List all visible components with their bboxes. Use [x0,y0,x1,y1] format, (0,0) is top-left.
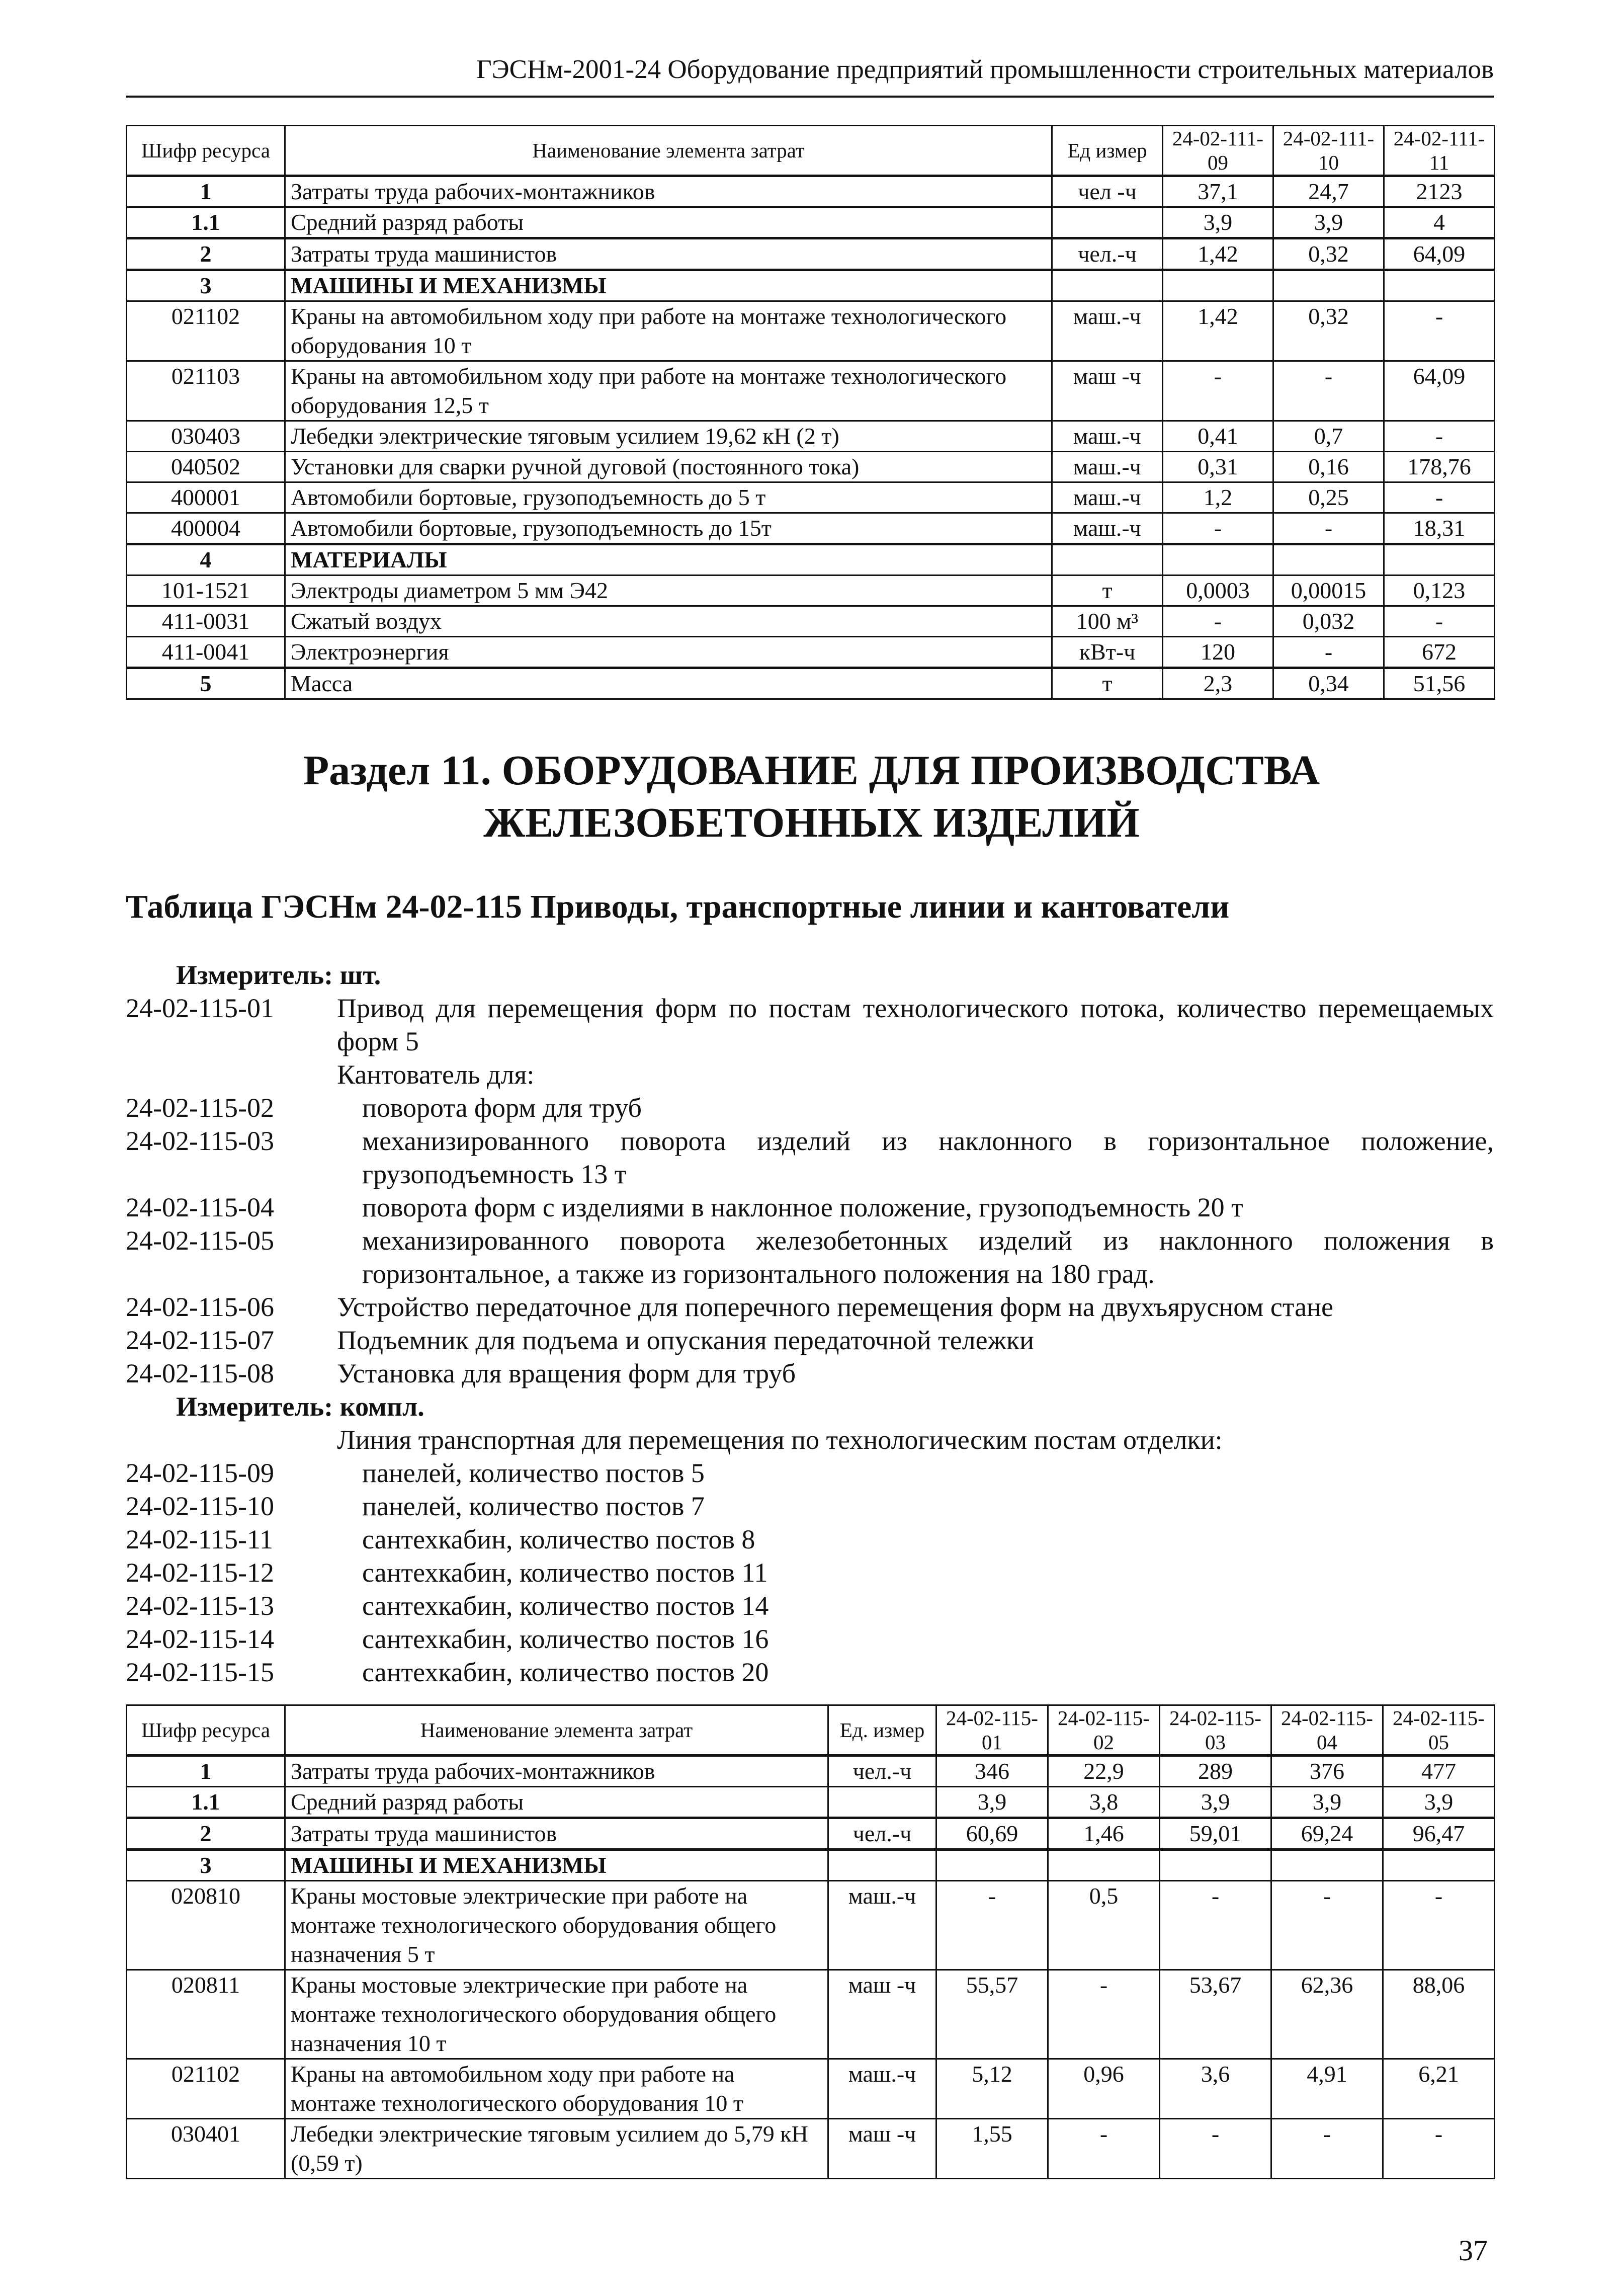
resource-code-cell: 1 [127,176,285,207]
value-cell: маш.-ч [828,1881,936,1970]
list-item [126,1191,1494,1224]
item-text: механизированного поворота изделий из наклонного в горизонтальное положение, грузоподъемность 13 т [362,1126,1494,1189]
value-cell: - [1384,482,1495,513]
resource-code-cell: 1.1 [127,1787,285,1818]
resource-code-cell: 030403 [127,421,285,452]
value-cell [1384,270,1495,301]
item-text: панелей, количество постов 7 [362,1491,705,1521]
value-cell: 60,69 [936,1818,1048,1850]
resource-name-cell: Электроэнергия [285,637,1052,668]
value-cell: - [1048,1970,1160,2059]
table-row [127,176,1495,207]
value-cell: 55,57 [936,1970,1048,2059]
table-title: Таблица ГЭСНм 24-02-115 Приводы, транспортные линии и кантователи [126,888,1230,925]
running-header: ГЭСНм-2001-24 Оборудование предприятий промышленности строительных материалов [476,55,1494,84]
value-cell: - [1384,301,1495,361]
list-item [126,1523,1494,1556]
resource-code-cell: 3 [127,1850,285,1881]
table-row [127,637,1495,668]
value-cell: т [1052,576,1163,606]
value-cell: маш.-ч [1052,482,1163,513]
resource-name-cell: Автомобили бортовые, грузоподъемность до 15т [285,513,1052,544]
value-cell: 1,42 [1163,301,1273,361]
column-header: 24-02-115-03 [1160,1705,1271,1756]
value-cell: 5,12 [936,2059,1048,2119]
value-cell: 0,00015 [1273,576,1384,606]
value-cell: 0,0003 [1163,576,1273,606]
value-cell: 64,09 [1384,238,1495,270]
item-code: 24-02-115-08 [126,1358,274,1388]
resource-name-cell: Электроды диаметром 5 мм Э42 [285,576,1052,606]
item-code: 24-02-115-02 [126,1093,274,1123]
value-cell: 1,2 [1163,482,1273,513]
resource-code-cell: 020811 [127,1970,285,2059]
item-code: 24-02-115-01 [126,993,274,1023]
resource-table-115 [126,1704,1495,2179]
column-header: 24-02-115-02 [1048,1705,1160,1756]
resource-code-cell: 1 [127,1756,285,1787]
table-header-row [127,126,1495,176]
value-cell: 2123 [1384,176,1495,207]
value-cell: - [1163,361,1273,421]
table-row [127,606,1495,637]
value-cell: 3,6 [1160,2059,1271,2119]
item-text: сантехкабин, количество постов 14 [362,1591,769,1621]
value-cell: 59,01 [1160,1818,1271,1850]
list-item [126,1622,1494,1656]
list-item [126,1091,1494,1124]
value-cell: 0,25 [1273,482,1384,513]
table-row [127,207,1495,238]
value-cell: 477 [1383,1756,1495,1787]
value-cell: - [1384,606,1495,637]
table-row [127,361,1495,421]
item-text: Установка для вращения форм для труб [337,1358,796,1388]
value-cell: - [1273,361,1384,421]
value-cell: 120 [1163,637,1273,668]
value-cell: 0,032 [1273,606,1384,637]
value-cell: чел.-ч [828,1818,936,1850]
measure-value: шт. [339,960,381,990]
value-cell: 3,9 [1160,1787,1271,1818]
resource-name-cell: Краны мостовые электрические при работе на монтаже технологического оборудования общего назначения 10 т [285,1970,828,2059]
resource-code-cell: 2 [127,238,285,270]
list-item [126,1324,1494,1357]
item-text: сантехкабин, количество постов 20 [362,1657,769,1687]
value-cell: 289 [1160,1756,1271,1787]
value-cell: маш.-ч [1052,301,1163,361]
resource-name-cell: Сжатый воздух [285,606,1052,637]
value-cell: т [1052,668,1163,699]
item-code: 24-02-115-12 [126,1557,274,1588]
item-text: Линия транспортная для перемещения по технологическим постам отделки: [337,1425,1223,1455]
item-code: 24-02-115-14 [126,1624,274,1654]
resource-name-cell: МАШИНЫ И МЕХАНИЗМЫ [285,270,1052,301]
value-cell: 3,9 [1383,1787,1495,1818]
resource-name-cell: Затраты труда машинистов [285,238,1052,270]
table-row [127,452,1495,482]
value-cell: 178,76 [1384,452,1495,482]
list-item [126,1224,1494,1290]
resource-name-cell: Краны на автомобильном ходу при работе на монтаже технологического оборудования 10 т [285,301,1052,361]
value-cell: 69,24 [1271,1818,1383,1850]
table-row [127,482,1495,513]
resource-name-cell: Краны мостовые электрические при работе на монтаже технологического оборудования общего назначения 5 т [285,1881,828,1970]
item-text: Подъемник для подъема и опускания передаточной тележки [337,1325,1035,1355]
resource-code-cell: 400004 [127,513,285,544]
value-cell [1052,544,1163,576]
resource-name-cell: Лебедки электрические тяговым усилием 19,62 кН (2 т) [285,421,1052,452]
value-cell: 6,21 [1383,2059,1495,2119]
item-text: сантехкабин, количество постов 16 [362,1624,769,1654]
value-cell: - [1160,1881,1271,1970]
list-item [126,1423,1494,1456]
list-item [126,1290,1494,1324]
value-cell [828,1787,936,1818]
value-cell [1163,544,1273,576]
table-row [127,1818,1495,1850]
item-code: 24-02-115-07 [126,1325,274,1355]
value-cell [1271,1850,1383,1881]
item-list [126,958,1494,1689]
list-item [126,1656,1494,1689]
resource-code-cell: 020810 [127,1881,285,1970]
resource-name-cell: Масса [285,668,1052,699]
column-header: 24-02-111-09 [1163,126,1273,176]
resource-name-cell: МАТЕРИАЛЫ [285,544,1052,576]
value-cell [1052,207,1163,238]
value-cell: маш -ч [1052,361,1163,421]
table-row [127,544,1495,576]
column-header: 24-02-115-01 [936,1705,1048,1756]
column-header: Шифр ресурса [127,126,285,176]
table-row [127,1787,1495,1818]
column-header: Наименование элемента затрат [285,1705,828,1756]
value-cell [1052,270,1163,301]
item-code: 24-02-115-05 [126,1225,274,1256]
table-row [127,421,1495,452]
value-cell: маш.-ч [828,2059,936,2119]
resource-code-cell: 101-1521 [127,576,285,606]
value-cell [936,1850,1048,1881]
section-title [0,745,1623,849]
measure-value: компл. [339,1391,424,1422]
measure-label: Измеритель: [176,960,333,990]
value-cell: 0,31 [1163,452,1273,482]
column-header: 24-02-115-04 [1271,1705,1383,1756]
value-cell: 346 [936,1756,1048,1787]
resource-table-111 [126,125,1495,700]
value-cell: - [1271,1881,1383,1970]
list-item [126,1357,1494,1390]
column-header: Шифр ресурса [127,1705,285,1756]
list-item [126,1124,1494,1191]
value-cell: 672 [1384,637,1495,668]
value-cell [1273,270,1384,301]
value-cell: - [1383,1881,1495,1970]
value-cell: - [1384,421,1495,452]
resource-name-cell: Затраты труда рабочих-монтажников [285,1756,828,1787]
measure-line-1 [176,958,1494,992]
item-text: панелей, количество постов 5 [362,1458,705,1488]
section-title-line1: Раздел 11. ОБОРУДОВАНИЕ ДЛЯ ПРОИЗВОДСТВА [303,747,1320,794]
value-cell [1160,1850,1271,1881]
table-row [127,1850,1495,1881]
value-cell: - [936,1881,1048,1970]
column-header: Наименование элемента затрат [285,126,1052,176]
value-cell: 0,41 [1163,421,1273,452]
value-cell: - [1160,2119,1271,2179]
table-row [127,2059,1495,2119]
resource-name-cell: Затраты труда рабочих-монтажников [285,176,1052,207]
table-row [127,1881,1495,1970]
value-cell: 1,46 [1048,1818,1160,1850]
list-item [126,1490,1494,1523]
value-cell: 62,36 [1271,1970,1383,2059]
value-cell: маш.-ч [1052,452,1163,482]
resource-code-cell: 030401 [127,2119,285,2179]
resource-name-cell: МАШИНЫ И МЕХАНИЗМЫ [285,1850,828,1881]
value-cell: - [1163,513,1273,544]
table-row [127,270,1495,301]
item-code: 24-02-115-03 [126,1126,274,1156]
value-cell: маш.-ч [1052,513,1163,544]
page-number: 37 [1459,2234,1488,2267]
value-cell: маш.-ч [1052,421,1163,452]
resource-name-cell: Краны на автомобильном ходу при работе на монтаже технологического оборудования 12,5 т [285,361,1052,421]
value-cell: маш -ч [828,2119,936,2179]
resource-code-cell: 021102 [127,301,285,361]
resource-name-cell: Средний разряд работы [285,207,1052,238]
value-cell: 64,09 [1384,361,1495,421]
table-row [127,1756,1495,1787]
list-item [126,1556,1494,1589]
value-cell: - [1048,2119,1160,2179]
value-cell [1048,1850,1160,1881]
value-cell: - [1271,2119,1383,2179]
list-item [126,1058,1494,1091]
column-header: 24-02-111-10 [1273,126,1384,176]
value-cell: 4,91 [1271,2059,1383,2119]
measure-label: Измеритель: [176,1391,333,1422]
resource-name-cell: Автомобили бортовые, грузоподъемность до 5 т [285,482,1052,513]
item-text: поворота форм для труб [362,1093,642,1123]
value-cell: 51,56 [1384,668,1495,699]
resource-name-cell: Средний разряд работы [285,1787,828,1818]
value-cell: 2,3 [1163,668,1273,699]
item-code: 24-02-115-04 [126,1192,274,1222]
section-title-line2: ЖЕЛЕЗОБЕТОННЫХ ИЗДЕЛИЙ [483,799,1140,846]
value-cell: 0,123 [1384,576,1495,606]
resource-code-cell: 1.1 [127,207,285,238]
value-cell: 18,31 [1384,513,1495,544]
item-code: 24-02-115-11 [126,1524,273,1554]
column-header: 24-02-111-11 [1384,126,1495,176]
item-code: 24-02-115-09 [126,1458,274,1488]
value-cell: 0,16 [1273,452,1384,482]
value-cell: 0,32 [1273,238,1384,270]
resource-code-cell: 2 [127,1818,285,1850]
value-cell: 0,96 [1048,2059,1160,2119]
resource-code-cell: 5 [127,668,285,699]
table-row [127,513,1495,544]
table-row [127,2119,1495,2179]
value-cell: 0,34 [1273,668,1384,699]
value-cell: 88,06 [1383,1970,1495,2059]
value-cell: кВт-ч [1052,637,1163,668]
item-text: поворота форм с изделиями в наклонное положение, грузоподъемность 20 т [362,1192,1243,1222]
value-cell [1273,544,1384,576]
value-cell: 24,7 [1273,176,1384,207]
value-cell: чел -ч [1052,176,1163,207]
item-code: 24-02-115-10 [126,1491,274,1521]
resource-code-cell: 400001 [127,482,285,513]
resource-code-cell: 411-0031 [127,606,285,637]
resource-name-cell: Лебедки электрические тяговым усилием до 5,79 кН (0,59 т) [285,2119,828,2179]
item-text: Кантователь для: [337,1059,535,1090]
value-cell: 37,1 [1163,176,1273,207]
column-header: Ед. измер [828,1705,936,1756]
item-code: 24-02-115-06 [126,1292,274,1322]
value-cell: 22,9 [1048,1756,1160,1787]
value-cell: 96,47 [1383,1818,1495,1850]
value-cell: - [1273,513,1384,544]
value-cell: 376 [1271,1756,1383,1787]
value-cell: - [1163,606,1273,637]
resource-code-cell: 021102 [127,2059,285,2119]
list-item [126,1456,1494,1490]
item-code: 24-02-115-13 [126,1591,274,1621]
value-cell [1163,270,1273,301]
column-header: Ед измер [1052,126,1163,176]
value-cell: 3,9 [936,1787,1048,1818]
value-cell: 4 [1384,207,1495,238]
value-cell: 3,9 [1273,207,1384,238]
table-row [127,576,1495,606]
value-cell: чел.-ч [828,1756,936,1787]
value-cell: 3,9 [1163,207,1273,238]
value-cell: - [1273,637,1384,668]
resource-name-cell: Краны на автомобильном ходу при работе на монтаже технологического оборудования 10 т [285,2059,828,2119]
value-cell: 53,67 [1160,1970,1271,2059]
value-cell [1383,1850,1495,1881]
table-header-row [127,1705,1495,1756]
item-code: 24-02-115-15 [126,1657,274,1687]
table-row [127,1970,1495,2059]
value-cell: 0,5 [1048,1881,1160,1970]
value-cell: 100 м³ [1052,606,1163,637]
item-text: механизированного поворота железобетонных изделий из наклонного положения в горизонтальное, а также из горизонтального положения на 180 град. [362,1225,1494,1289]
value-cell: чел.-ч [1052,238,1163,270]
item-text: сантехкабин, количество постов 11 [362,1557,768,1588]
item-text: Привод для перемещения форм по постам технологического потока, количество перемещаемых форм 5 [337,993,1494,1056]
value-cell: 3,8 [1048,1787,1160,1818]
item-text: сантехкабин, количество постов 8 [362,1524,755,1554]
table-row [127,668,1495,699]
resource-name-cell: Затраты труда машинистов [285,1818,828,1850]
value-cell [1384,544,1495,576]
list-item [126,992,1494,1058]
value-cell: маш -ч [828,1970,936,2059]
value-cell: 1,42 [1163,238,1273,270]
resource-code-cell: 411-0041 [127,637,285,668]
value-cell: 0,7 [1273,421,1384,452]
header-rule [126,96,1494,98]
table-row [127,301,1495,361]
resource-code-cell: 040502 [127,452,285,482]
table-row [127,238,1495,270]
resource-name-cell: Установки для сварки ручной дуговой (постоянного тока) [285,452,1052,482]
value-cell: - [1383,2119,1495,2179]
column-header: 24-02-115-05 [1383,1705,1495,1756]
value-cell: 0,32 [1273,301,1384,361]
value-cell [828,1850,936,1881]
value-cell: 3,9 [1271,1787,1383,1818]
measure-line-2 [176,1390,1494,1423]
item-text: Устройство передаточное для поперечного перемещения форм на двухъярусном стане [337,1292,1333,1322]
list-item [126,1589,1494,1622]
value-cell: 1,55 [936,2119,1048,2179]
resource-code-cell: 4 [127,544,285,576]
resource-code-cell: 3 [127,270,285,301]
resource-code-cell: 021103 [127,361,285,421]
